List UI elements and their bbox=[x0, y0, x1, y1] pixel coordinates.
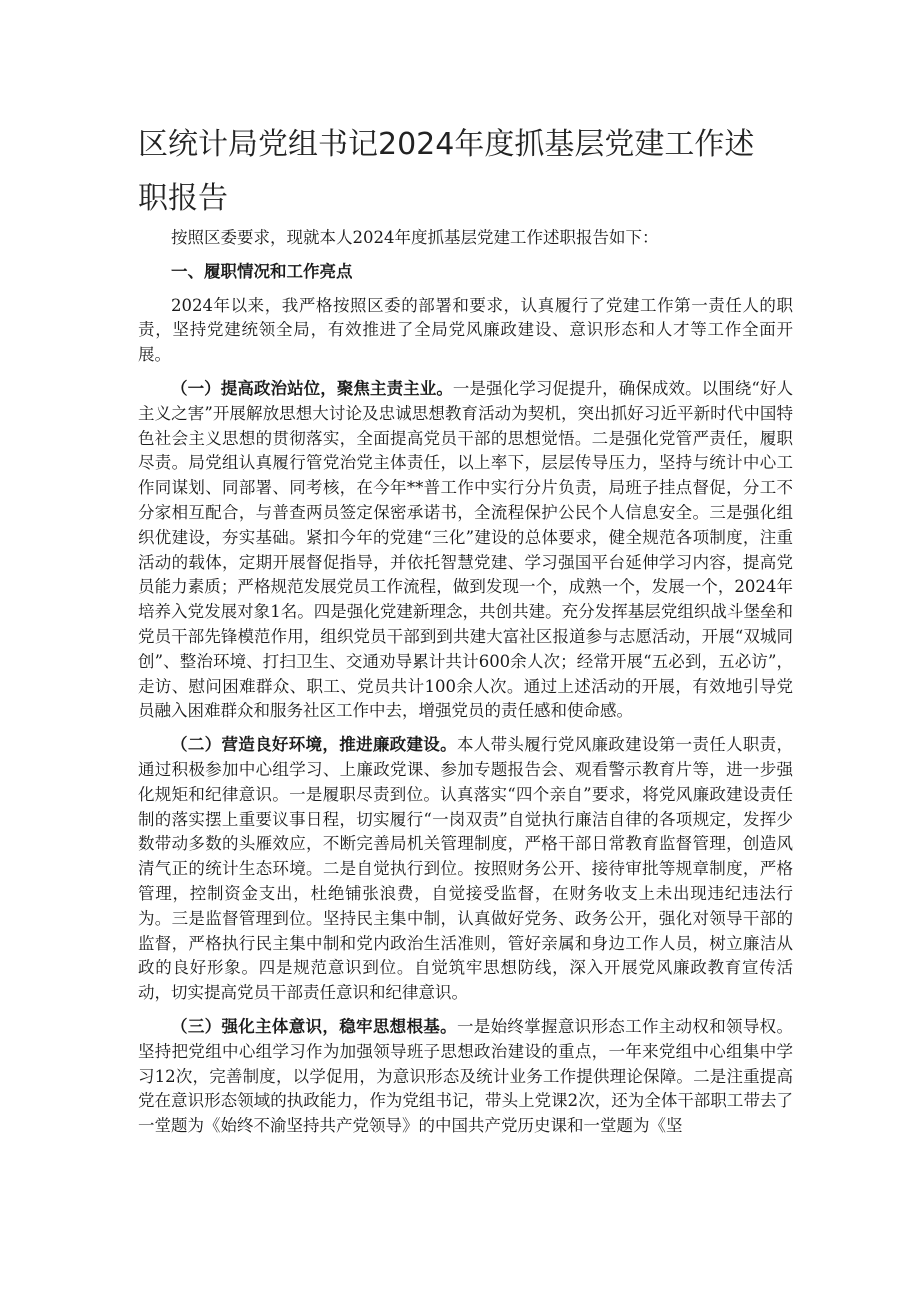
item-heading-3: （三）强化主体意识，稳牢思想根基。 bbox=[171, 1016, 457, 1036]
item-body-1: 一是强化学习促提升，确保成效。以围绕“好人主义之害”开展解放思想大讨论及忠诚思想教育活动为契机，突出抓好习近平新时代中国特色社会主义思想的贯彻落实，全面提高党员干部的思想觉悟。二是强化党管严责任，履职尽责。局党组认真履行管党治党主体责任，以上率下，层层传导压力，坚持与统计中心工作同谋划、同部署、同考核，在今年**普工作中实行分片负责，局班子挂点督促，分工不分家相互配合，与普查两员签定保密承诺书，全流程保护公民个人信息安全。三是强化组织优建设，夯实基础。紧扣今年的党建“三化”建设的总体要求，健全规范各项制度，注重活动的载体，定期开展督促指导，并依托智慧党建、学习强国平台延伸学习内容，提高党员能力素质；严格规范发展党员工作流程，做到发现一个，成熟一个，发展一个，2024年培养入党发展对象1名。四是强化党建新理念，共创共建。充分发挥基层党组织战斗堡垒和党员干部先锋模范作用，组织党员干部到到共建大富社区报道参与志愿活动，开展“双城同创”、整治环境、打扫卫生、交通劝导累计共计600余人次；经常开展“五必到，五必访”，走访、慰问困难群众、职工、党员共计100余人次。通过上述活动的开展，有效地引导党员融入困难群众和服务社区工作中去，增强党员的责任感和使命感。 bbox=[138, 378, 794, 721]
item-paragraph-3 bbox=[138, 1015, 793, 1139]
document-title: 区统计局党组书记2024年度抓基层党建工作述职报告 bbox=[138, 127, 755, 216]
section-paragraph: 2024年以来，我严格按照区委的部署和要求，认真履行了党建工作第一责任人的职责，坚持党建统领全局，有效推进了全局党风廉政建设、意识形态和人才等工作全面开展。 bbox=[138, 295, 793, 365]
item-body-3: 一是始终掌握意识形态工作主动权和领导权。坚持把党组中心组学习作为加强领导班子思想政治建设的重点，一年来党组中心组集中学习12次，完善制度，以学促用，为意识形态及统计业务工作提供理论保障。二是注重提高党在意识形态领域的执政能力，作为党组书记，带头上党课2次，还为全体干部职工带去了一堂题为《始终不渝坚持共产党领导》的中国共产党历史课和一堂题为《坚 bbox=[138, 1016, 794, 1136]
intro-paragraph: 按照区委要求，现就本人2024年度抓基层党建工作述职报告如下： bbox=[171, 228, 659, 247]
item-heading-2: （二）营造良好环境，推进廉政建设。 bbox=[171, 735, 457, 755]
item-heading-1: （一）提高政治站位，聚焦主责主业。 bbox=[171, 378, 453, 398]
section-heading: 一、履职情况和工作亮点 bbox=[171, 261, 353, 281]
document-body bbox=[138, 226, 793, 1139]
item-paragraph-2 bbox=[138, 733, 793, 1006]
item-paragraph-1 bbox=[138, 377, 793, 724]
item-body-2: 本人带头履行党风廉政建设第一责任人职责，通过积极参加中心组学习、上廉政党课、参加专题报告会、观看警示教育片等，进一步强化规矩和纪律意识。一是履职尽责到位。认真落实“四个亲自”要求，将党风廉政建设责任制的落实摆上重要议事日程，切实履行“一岗双责”自觉执行廉洁自律的各项规定，发挥少数带动多数的头雁效应，不断完善局机关管理制度，严格干部日常教育监督管理，创造风清气正的统计生态环境。二是自觉执行到位。按照财务公开、接待审批等规章制度，严格管理，控制资金支出，杜绝铺张浪费，自觉接受监督，在财务收支上未出现违纪违法行为。三是监督管理到位。坚持民主集中制，认真做好党务、政务公开，强化对领导干部的监督，严格执行民主集中制和党内政治生活准则，管好亲属和身边工作人员，树立廉洁从政的良好形象。四是规范意识到位。自觉筑牢思想防线，深入开展党风廉政教育宣传活动，切实提高党员干部责任意识和纪律意识。 bbox=[138, 735, 794, 1003]
